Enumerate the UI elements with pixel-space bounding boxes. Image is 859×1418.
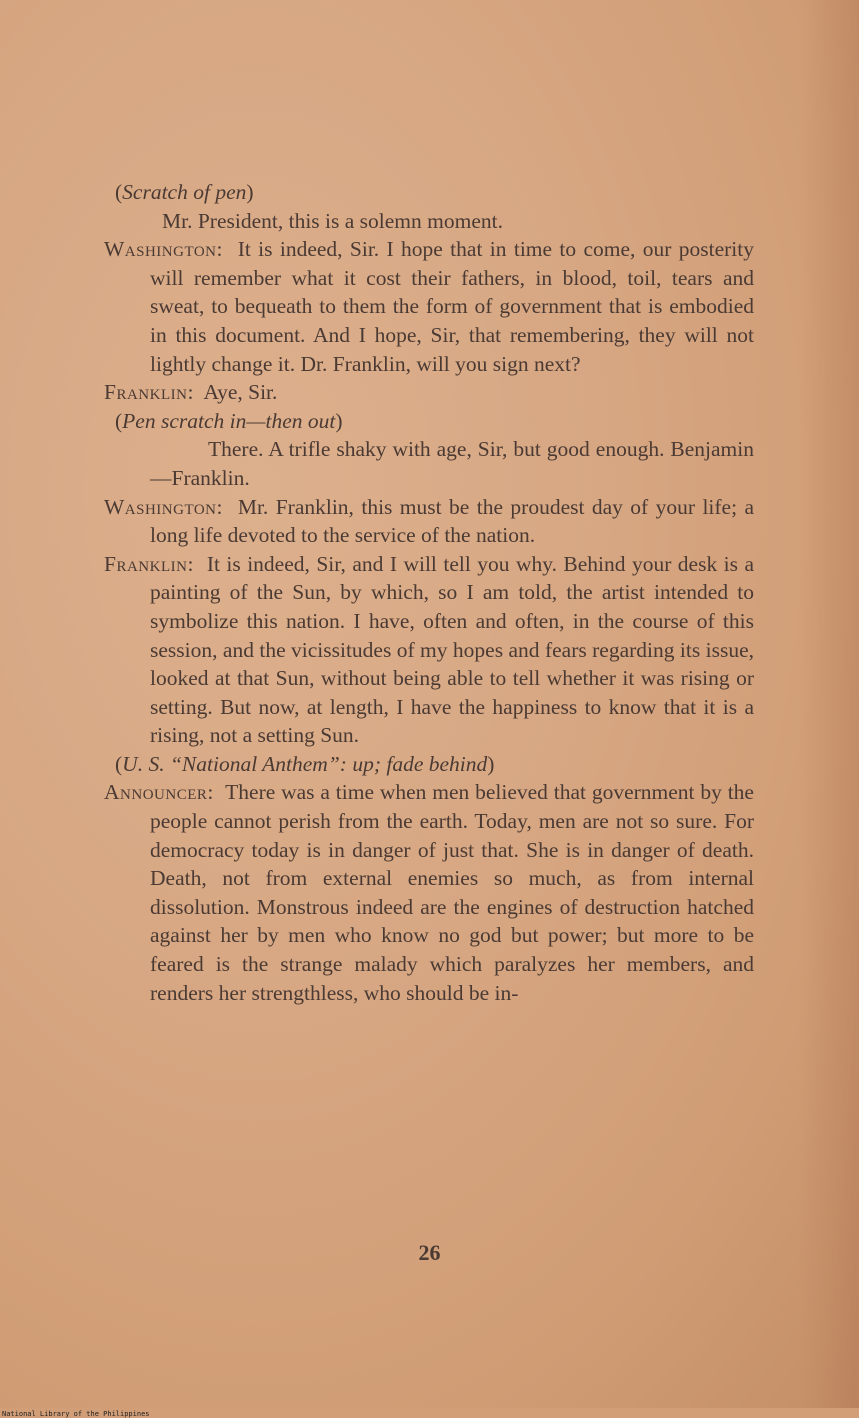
- library-watermark: National Library of the Philippines: [2, 1410, 150, 1418]
- dialogue-text: Aye, Sir.: [203, 380, 278, 405]
- speaker-name: Franklin:: [104, 551, 194, 576]
- dialogue-continuation-2: There. A trifle shaky with age, Sir, but good enough. Benjamin—Franklin.: [150, 437, 754, 490]
- dialogue-franklin-2: [104, 550, 754, 750]
- stage-direction-text: Pen scratch in—then out: [122, 408, 336, 433]
- stage-direction-anthem: (U. S. “National Anthem”: up; fade behind): [115, 751, 495, 776]
- dialogue-franklin-1: [104, 378, 754, 407]
- stage-direction-scratch: (Scratch of pen): [115, 180, 254, 204]
- speaker-name: Announcer:: [104, 780, 214, 805]
- stage-direction-text: U. S. “National Anthem”: up; fade behind: [122, 751, 488, 776]
- dialogue-text: Mr. Franklin, this must be the proudest day of your life; a long life devoted to the service of the nation.: [150, 494, 755, 548]
- page-number: 26: [418, 1240, 441, 1265]
- dialogue-text: There was a time when men believed that government by the people cannot perish from the earth. Today, men are not so sure. For democracy today is in danger of just that. She is in danger of death. Death, not from external enemies so much, as from internal dissolution. Monstrous indeed are the engines of destruction hatched against her by men who know no god but power; but more to be feared is the strange malady which paralyzes her members, and renders her strengthless, who should be in-: [150, 780, 754, 1005]
- dialogue-text: It is indeed, Sir, and I will tell you why. Behind your desk is a painting of the Sun, by which, so I am told, the artist intended to symbolize this nation. I have, often and often, in the course of this session, and the vicissitudes of my hopes and fears regarding its issue, looked at that Sun, without being able to tell whether it was rising or setting. But now, at length, I have the happiness to know that it is a rising, not a setting Sun.: [150, 551, 754, 748]
- dialogue-text: It is indeed, Sir. I hope that in time to come, our posterity will remember what it cost their fathers, in blood, toil, tears and sweat, to bequeath to them the form of government that is embodied in this document. And I hope, Sir, that remembering, they will not lightly change it. Dr. Franklin, will you sign next?: [150, 237, 755, 376]
- stage-direction-text: Scratch of pen: [122, 180, 247, 204]
- stage-direction-pen: (Pen scratch in—then out): [115, 408, 343, 433]
- speaker-name: Washington:: [104, 237, 223, 262]
- speaker-name: Franklin:: [104, 380, 194, 405]
- dialogue-washington-2: [104, 493, 754, 550]
- dialogue-washington-1: [104, 235, 754, 378]
- script-text: [104, 178, 754, 1007]
- dialogue-announcer: [104, 778, 754, 1007]
- dialogue-continuation: Mr. President, this is a solemn moment.: [162, 208, 503, 233]
- speaker-name: Washington:: [104, 494, 223, 519]
